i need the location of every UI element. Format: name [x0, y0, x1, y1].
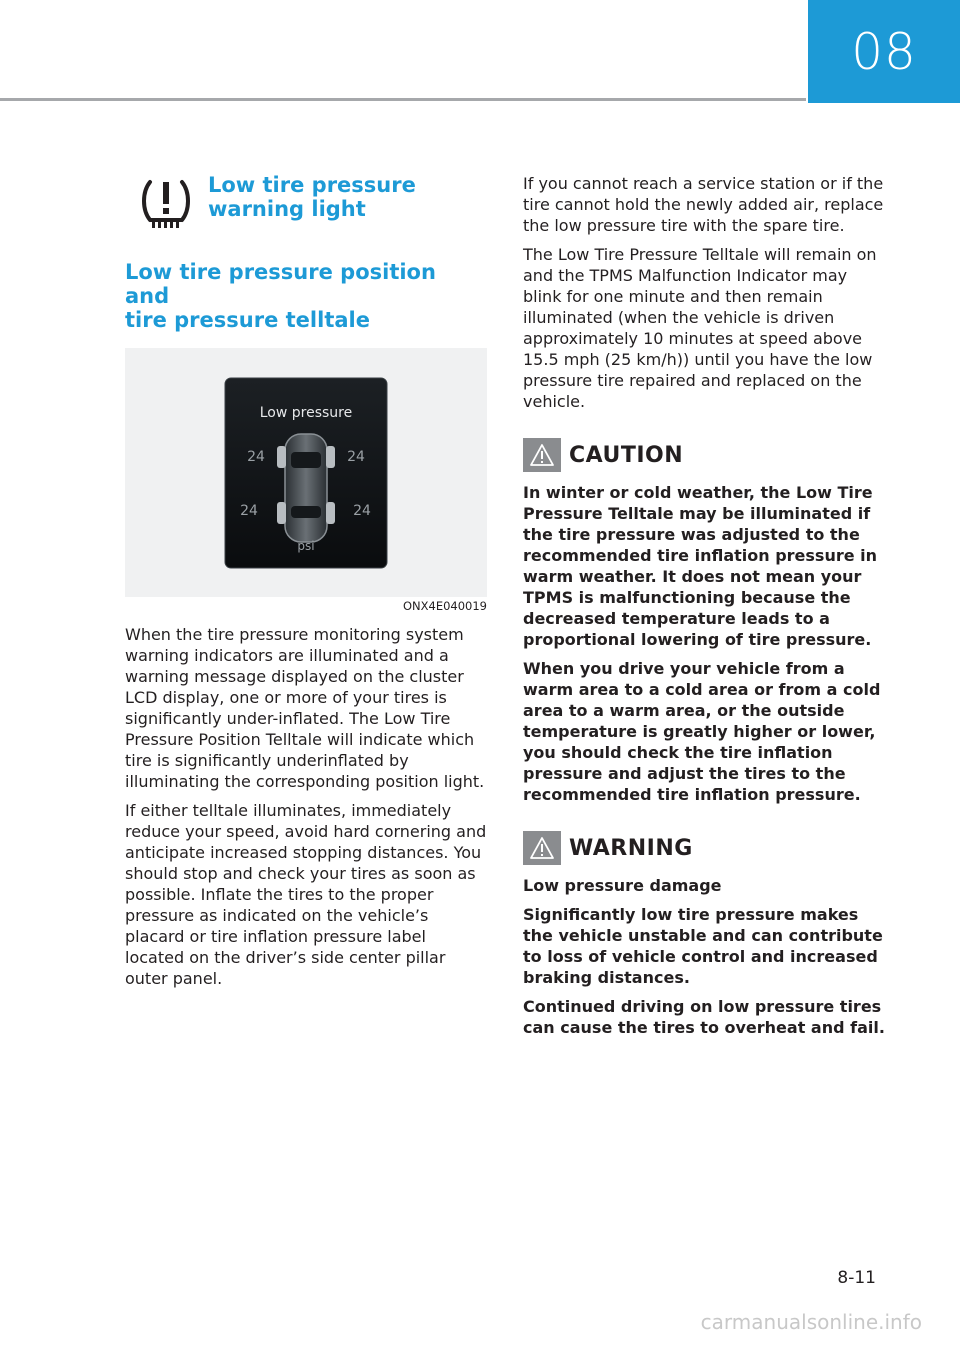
caution-triangle-icon [523, 438, 561, 472]
indicator-title: Low tire pressure warning light [208, 173, 416, 221]
pressure-unit: psi [297, 539, 315, 553]
body-paragraph: When the tire pressure monitoring system warning indicators are illuminated and a warning message displayed on the cluster LCD display, one or more of your tires is significantly under-inflated. The Low Tire Pressure Position Telltale will indicate which tire is significantly underinflated by illuminating the corresponding position light. [125, 625, 485, 791]
caution-paragraph: In winter or cold weather, the Low Tire Pressure Telltale may be illuminated if the tire pressure was adjusted to the recommended tire inflation pressure in warm weather. It does not mean your TPMS is malfunctioning because the decreased temperature leads to a proportional lowering of tire pressure. [523, 483, 878, 649]
caution-heading [523, 438, 885, 472]
body-paragraph: If you cannot reach a service station or if the tire cannot hold the newly added air, replace the low pressure tire with the spare tire. [523, 174, 884, 235]
rear-right-pressure: 24 [353, 503, 371, 519]
indicator-heading [125, 170, 487, 236]
warning-paragraph: Significantly low tire pressure makes the vehicle unstable and can contribute to loss of vehicle control and increased braking distances. [523, 905, 883, 987]
chapter-tab: 08 [808, 0, 960, 103]
warning-paragraph: Continued driving on low pressure tires can cause the tires to overheat and fail. [523, 997, 885, 1037]
header-rule [0, 98, 806, 101]
right-column [523, 173, 885, 1046]
section-title: Low tire pressure position and tire pressure telltale [125, 260, 436, 332]
warning-subtitle: Low pressure damage [523, 876, 722, 895]
front-right-pressure: 24 [347, 449, 365, 465]
caution-label: CAUTION [569, 442, 684, 468]
cluster-display [125, 348, 487, 597]
rear-left-pressure: 24 [240, 503, 258, 519]
car-top-view-icon [277, 434, 335, 542]
display-title: Low pressure [259, 405, 353, 421]
tpms-warning-icon [140, 176, 192, 236]
body-paragraph: The Low Tire Pressure Telltale will remain on and the TPMS Malfunction Indicator may blink for one minute and then remain illuminated (when the vehicle is driven approximately 10 minutes at speed above 15.5 mph (25 km/h)) until you have the low pressure tire repaired and replaced on the vehicle. [523, 245, 877, 411]
warning-triangle-icon [523, 831, 561, 865]
page-number: 8-11 [837, 1268, 876, 1288]
figure-caption: ONX4E040019 [402, 599, 487, 613]
watermark: carmanualsonline.info [700, 1310, 922, 1334]
cluster-figure [125, 348, 487, 597]
caution-paragraph: When you drive your vehicle from a warm area to a cold area or from a cold area to a warm area, or the outside temperature is greatly higher or lower, you should check the tire inflation pressure and adjust the tires to the recommended tire inflation pressure. [523, 659, 881, 804]
left-column [125, 170, 487, 997]
warning-label: WARNING [569, 835, 693, 861]
warning-heading [523, 831, 885, 865]
body-paragraph: If either telltale illuminates, immediately reduce your speed, avoid hard cornering and anticipate increased stopping distances. You should stop and check your tires as soon as possible. Inflate the tires to the proper pressure as indicated on the vehicle’s placard or tire inflation pressure label located on the driver’s side center pillar outer panel. [125, 801, 487, 988]
front-left-pressure: 24 [247, 449, 265, 465]
